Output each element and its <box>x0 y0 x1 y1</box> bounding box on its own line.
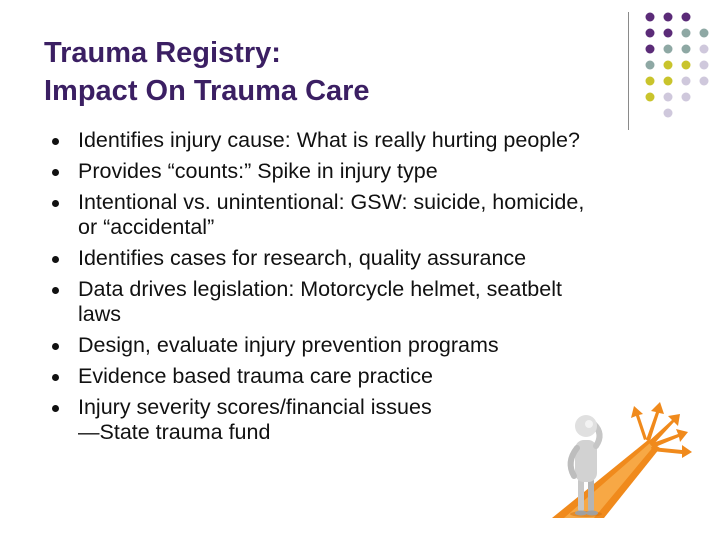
bullet-item <box>40 159 700 184</box>
bullet-item <box>40 333 700 358</box>
bullet-dot-icon <box>52 287 59 294</box>
dot <box>646 61 655 70</box>
dot <box>664 77 673 86</box>
bullet-text: Identifies cases for research, quality assurance <box>78 246 527 270</box>
dot <box>646 77 655 86</box>
dot <box>646 29 655 38</box>
bullet-dot-icon <box>52 343 59 350</box>
bullet-dot-icon <box>52 374 59 381</box>
bullet-dot-icon <box>52 169 59 176</box>
bullet-text-continued: —State trauma fund <box>78 420 271 444</box>
bullet-item <box>40 246 700 271</box>
bullet-text: Identifies injury cause: What is really hurting people? <box>78 128 580 152</box>
dot <box>700 45 709 54</box>
dot <box>700 77 709 86</box>
bullet-text: Injury severity scores/financial issues <box>78 395 432 419</box>
dot <box>646 13 655 22</box>
dot <box>682 29 691 38</box>
dot <box>682 77 691 86</box>
bullet-item <box>40 128 700 153</box>
title-line-2: Impact On Trauma Care <box>44 75 370 107</box>
dot <box>682 45 691 54</box>
bullet-dot-icon <box>52 405 59 412</box>
bullet-text-continued: or “accidental” <box>78 215 215 239</box>
title-line-1: Trauma Registry: <box>44 37 281 69</box>
dot <box>664 13 673 22</box>
person-at-crossroads-icon <box>544 390 694 520</box>
dot <box>664 61 673 70</box>
dot <box>664 109 673 118</box>
bullet-text: Intentional vs. unintentional: GSW: suicide, homicide, <box>78 190 585 214</box>
bullet-item <box>40 190 700 240</box>
dot <box>646 93 655 102</box>
dot <box>664 45 673 54</box>
bullet-text-continued: laws <box>78 302 122 326</box>
dot <box>664 29 673 38</box>
dot <box>682 93 691 102</box>
bullet-text: Evidence based trauma care practice <box>78 364 433 388</box>
dot <box>700 61 709 70</box>
bullet-dot-icon <box>52 200 59 207</box>
bullet-item <box>40 277 700 327</box>
bullet-item <box>40 364 700 389</box>
bullet-dot-icon <box>52 138 59 145</box>
bullet-text: Data drives legislation: Motorcycle helmet, seatbelt <box>78 277 562 301</box>
dot <box>682 13 691 22</box>
dot <box>682 61 691 70</box>
dot <box>664 93 673 102</box>
bullet-dot-icon <box>52 256 59 263</box>
bullet-text: Design, evaluate injury prevention programs <box>78 333 499 357</box>
dot <box>700 29 709 38</box>
bullet-text: Provides “counts:” Spike in injury type <box>78 159 438 183</box>
decorative-dot-grid <box>0 0 720 130</box>
dot <box>646 45 655 54</box>
